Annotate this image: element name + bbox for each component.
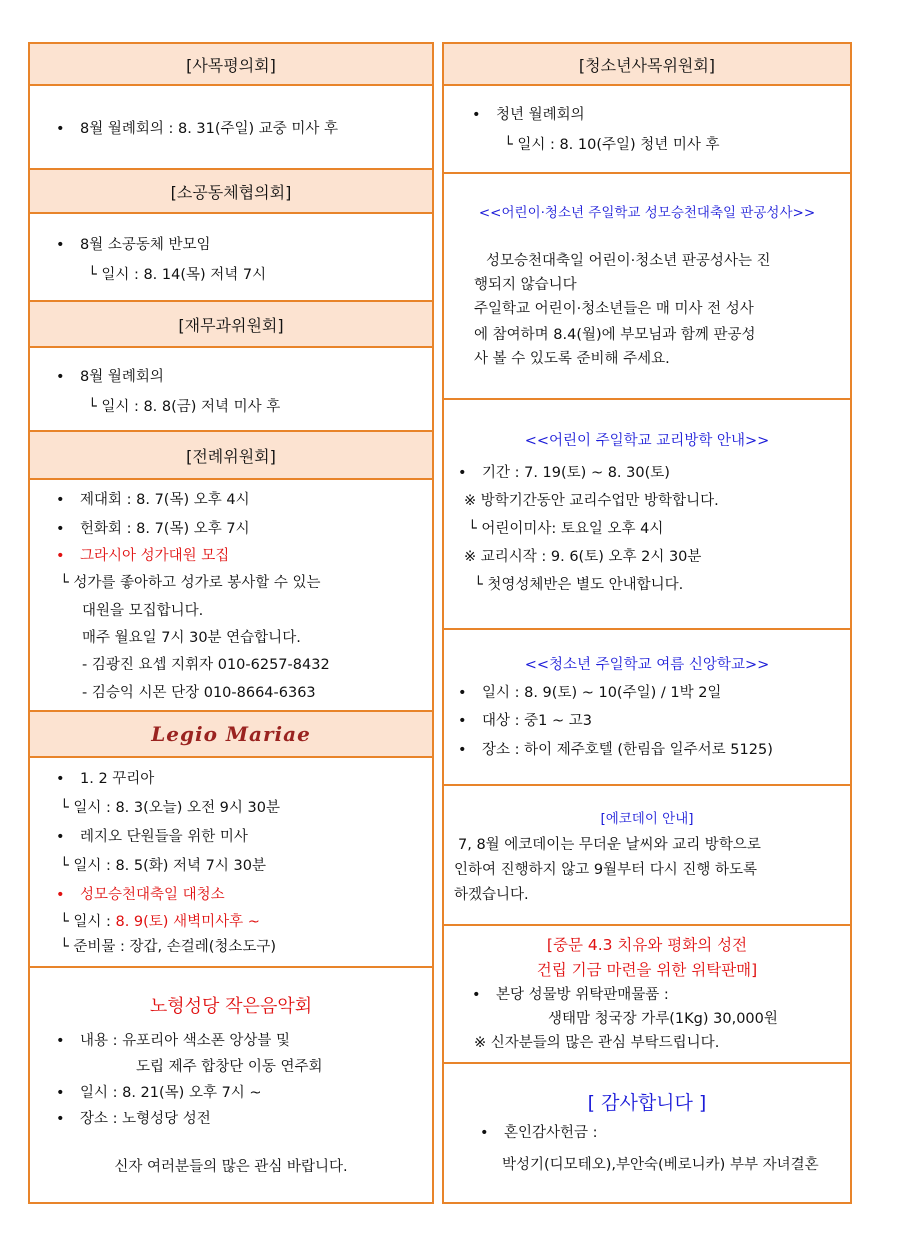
youth-meeting-sub: └ 일시 : 8. 10(주일) 청년 미사 후	[504, 137, 720, 153]
ecoday-text-line: 7, 8월 에코데이는 무더운 날씨와 교리 방학으로	[458, 837, 761, 853]
small-community-item: • 8월 소공동체 반모임	[80, 236, 211, 254]
divider	[444, 924, 850, 926]
small-community-header	[30, 170, 432, 214]
legio-sub: └ 일시 : 8. 5(화) 저녁 7시 30분	[60, 858, 266, 874]
altar-group-item: • 제대회 : 8. 7(목) 오후 4시	[80, 491, 250, 509]
pastoral-council-header	[30, 44, 432, 86]
vacation-communion: └ 첫영성체반은 별도 안내합니다.	[474, 577, 684, 593]
assumption-text-line: 에 참여하며 8.4(월)에 부모님과 함께 판공성	[474, 327, 756, 343]
consign-product: 생태맘 청국장 가루(1Kg) 30,000원	[548, 1011, 778, 1027]
cleaning-date-label: └ 일시 :	[60, 914, 116, 930]
divider	[444, 784, 850, 786]
youth-committee-title: [청소년사목위원회]	[578, 55, 716, 75]
cleaning-item: • 성모승천대축일 대청소	[80, 886, 225, 904]
vacation-mass: └ 어린이미사: 토요일 오후 4시	[468, 521, 664, 537]
pastoral-council-title: [사목평의회]	[186, 55, 276, 75]
ecoday-text-line: 인하여 진행하지 않고 9월부터 다시 진행 하도록	[454, 862, 758, 878]
divider	[444, 398, 850, 400]
assumption-text-line: 사 볼 수 있도록 준비해 주세요.	[474, 351, 670, 367]
divider	[30, 966, 432, 968]
camp-place: • 장소 : 하이 제주호텔 (한림읍 일주서로 5125)	[482, 741, 773, 759]
concert-content-cont: 도립 제주 합창단 이동 연주회	[136, 1059, 323, 1075]
consign-item: • 본당 성물방 위탁판매물품 :	[496, 986, 669, 1004]
flower-group-item: • 헌화회 : 8. 7(목) 오후 7시	[80, 520, 250, 538]
choir-recruit-line: └ 성가를 좋아하고 성가로 봉사할 수 있는	[60, 575, 321, 591]
cleaning-supplies: └ 준비물 : 장갑, 손걸레(청소도구)	[60, 939, 277, 955]
camp-date: • 일시 : 8. 9(토) ~ 10(주일) / 1박 2일	[482, 684, 721, 702]
thanks-detail: 박성기(디모테오),부안숙(베로니카) 부부 자녀결혼	[502, 1157, 819, 1173]
concert-date: • 일시 : 8. 21(목) 오후 7시 ~	[80, 1084, 262, 1102]
vacation-note: ※ 방학기간동안 교리수업만 방학합니다.	[464, 493, 719, 509]
concert-content: • 내용 : 유포리아 색소폰 앙상블 및	[80, 1032, 290, 1050]
left-column	[28, 42, 434, 1204]
concert-place: • 장소 : 노형성당 성전	[80, 1110, 211, 1128]
small-community-sub: └ 일시 : 8. 14(목) 저녁 7시	[88, 267, 267, 283]
vacation-restart: ※ 교리시작 : 9. 6(토) 오후 2시 30분	[464, 549, 702, 565]
liturgy-committee-header	[30, 432, 432, 480]
camp-target: • 대상 : 중1 ~ 고3	[482, 712, 592, 730]
consign-title: [중문 4.3 치유와 평화의 성전	[546, 936, 748, 954]
assumption-confession-title: <<어린이·청소년 주일학교 성모승천대축일 판공성사>>	[478, 205, 816, 221]
ecoday-text-line: 하겠습니다.	[454, 887, 529, 903]
thanks-title: [ 감사합니다 ]	[587, 1092, 707, 1114]
thanks-item: • 혼인감사헌금 :	[504, 1124, 598, 1142]
ecoday-title: [에코데이 안내]	[600, 811, 694, 827]
assumption-text-line: 행되지 않습니다	[474, 277, 577, 293]
divider	[444, 1062, 850, 1064]
liturgy-committee-title: [전례위원회]	[186, 446, 276, 466]
youth-committee-header	[444, 44, 850, 86]
assumption-text-line: 주일학교 어린이·청소년들은 매 미사 전 성사	[474, 301, 754, 317]
pastoral-meeting-item: • 8월 월례회의 : 8. 31(주일) 교중 미사 후	[80, 120, 338, 138]
cleaning-date	[60, 913, 260, 931]
concert-closing: 신자 여러분들의 많은 관심 바랍니다.	[114, 1159, 348, 1175]
finance-committee-title: [재무과위원회]	[178, 315, 284, 335]
choir-recruit-item: • 그라시아 성가대원 모집	[80, 547, 229, 565]
right-column	[442, 42, 852, 1204]
divider	[444, 172, 850, 174]
legio-item: • 레지오 단원들을 위한 미사	[80, 828, 248, 846]
choir-recruit-line: 대원을 모집합니다.	[82, 603, 204, 619]
legio-mariae-header	[30, 712, 432, 758]
legio-sub: └ 일시 : 8. 3(오늘) 오전 9시 30분	[60, 800, 280, 816]
choir-contact-conductor: - 김광진 요셉 지휘자 010-6257-8432	[82, 657, 330, 673]
youth-meeting-item: • 청년 월례회의	[496, 106, 585, 124]
consign-note: ※ 신자분들의 많은 관심 부탁드립니다.	[474, 1035, 720, 1051]
legio-item: • 1. 2 꾸리아	[80, 770, 154, 788]
choir-practice-line: 매주 월요일 7시 30분 연습합니다.	[82, 630, 301, 646]
finance-meeting-sub: └ 일시 : 8. 8(금) 저녁 미사 후	[88, 399, 281, 415]
consign-title-cont: 건립 기금 마련을 위한 위탁판매]	[536, 961, 758, 979]
assumption-text-line: 성모승천대축일 어린이·청소년 판공성사는 진	[486, 253, 771, 269]
small-community-title: [소공동체협의회]	[170, 182, 292, 202]
divider	[444, 628, 850, 630]
cleaning-date-value: 8. 9(토) 새벽미사후 ~	[115, 914, 260, 930]
concert-title: 노형성당 작은음악회	[149, 996, 313, 1017]
choir-contact-leader: - 김승익 시몬 단장 010-8664-6363	[82, 685, 316, 701]
camp-title: <<청소년 주일학교 여름 신앙학교>>	[524, 657, 770, 673]
finance-meeting-item: • 8월 월례회의	[80, 368, 164, 386]
legio-mariae-title: Legio Mariae	[151, 722, 311, 746]
finance-committee-header	[30, 302, 432, 348]
vacation-title: <<어린이 주일학교 교리방학 안내>>	[524, 433, 770, 449]
vacation-period: • 기간 : 7. 19(토) ~ 8. 30(토)	[482, 464, 670, 482]
